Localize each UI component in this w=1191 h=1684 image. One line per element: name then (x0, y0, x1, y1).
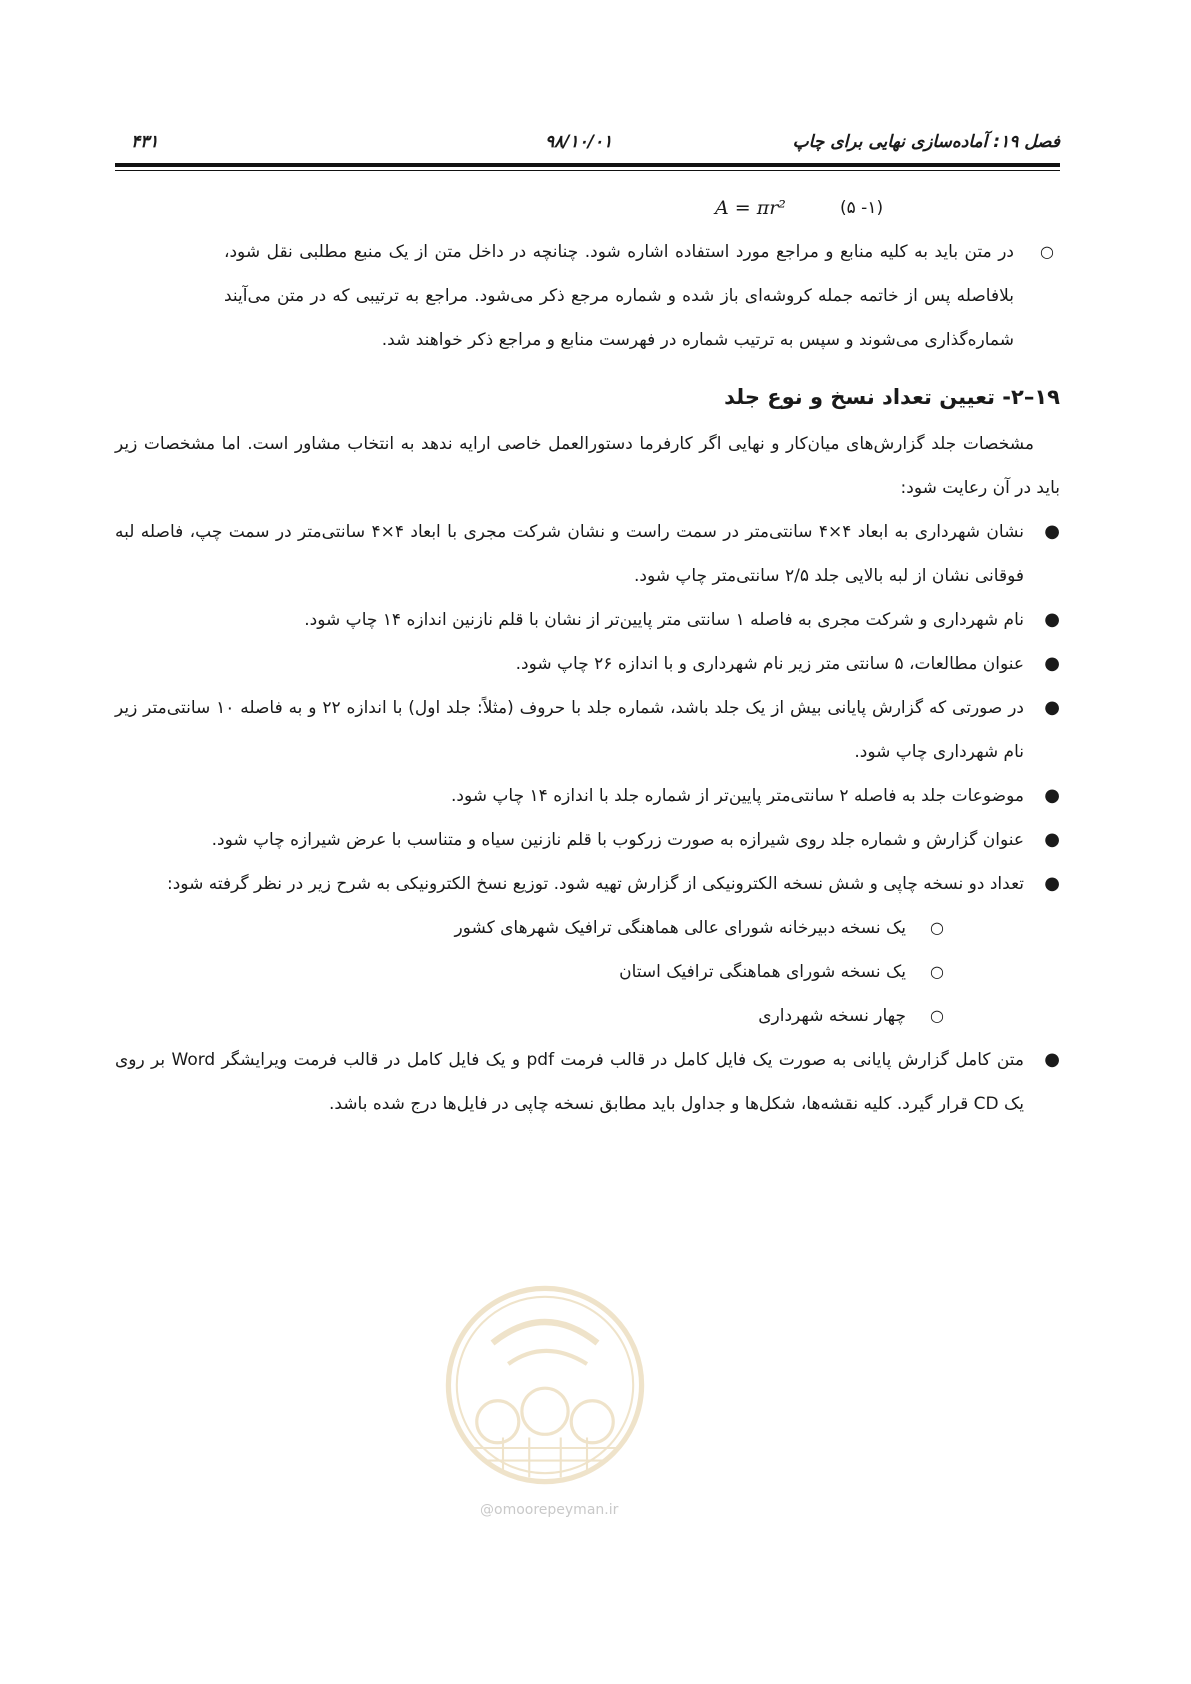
list-item-text: در صورتی که گزارش پایانی بیش از یک جلد باشد، شماره جلد با حروف (مثلاً: جلد اول) با اندازه ۲۲ و به فاصله ۱۰ سانتی‌متر زیر نام شهرداری چاپ شود. (115, 698, 1025, 762)
page-header (115, 128, 1060, 154)
list-item (115, 818, 1060, 862)
watermark-logo (440, 1280, 650, 1490)
header-date: ۹۸/۱۰/۰۱ (545, 132, 613, 152)
citation-item (224, 230, 1054, 362)
header-rule-thick (115, 163, 1060, 167)
list-item (115, 598, 1060, 642)
equation-formula: A = πr² (715, 197, 786, 219)
sublist-item (115, 906, 1024, 950)
bullet-dot-icon: ● (1044, 521, 1060, 542)
bullet-list (115, 510, 1060, 1126)
section-heading: ۱۹–۲- تعیین تعداد نسخ و نوع جلد (724, 385, 1060, 409)
equation-number: (۱- ۵) (840, 198, 884, 218)
hollow-circle-bullet-icon: ○ (930, 918, 944, 937)
list-item-text: نام شهرداری و شرکت مجری به فاصله ۱ سانتی متر پایین‌تر از نشان با قلم نازنین اندازه ۱۴ چاپ شود. (304, 610, 1024, 630)
equation-block (115, 186, 1060, 230)
list-item-text: نشان شهرداری به ابعاد ۴×۴ سانتی‌متر در سمت راست و نشان شرکت مجری با ابعاد ۴×۴ سانتی‌متر در سمت چپ، فاصله لبه فوقانی نشان از لبه بالایی جلد ۲/۵ سانتی‌متر چاپ شود. (115, 522, 1024, 586)
page-content (115, 186, 1060, 1126)
section-intro: مشخصات جلد گزارش‌های میان‌کار و نهایی اگر کارفرما دستورالعمل خاصی ارایه ندهد به انتخاب مشاور است. اما مشخصات زیر باید در آن رعایت شود: (115, 434, 1060, 498)
hollow-circle-bullet-icon: ○ (1040, 242, 1054, 261)
bullet-dot-icon: ● (1044, 1049, 1060, 1070)
list-item (115, 642, 1060, 686)
sublist-item-text: چهار نسخه شهرداری (758, 1006, 906, 1026)
sublist-item (115, 950, 1024, 994)
list-item (115, 1038, 1060, 1126)
bullet-dot-icon: ● (1044, 697, 1060, 718)
page-number: ۴۳۱ (131, 132, 159, 152)
distribution-sublist (115, 906, 1024, 1038)
list-item-text: تعداد دو نسخه چاپی و شش نسخه الکترونیکی از گزارش تهیه شود. توزیع نسخ الکترونیکی به شرح زیر در نظر گرفته شود: (167, 874, 1024, 894)
list-item (115, 862, 1060, 1038)
watermark-url: @omoorepeyman.ir (480, 1502, 619, 1518)
list-item-text: موضوعات جلد به فاصله ۲ سانتی‌متر پایین‌تر از شماره جلد با اندازه ۱۴ چاپ شود. (451, 786, 1024, 806)
bullet-dot-icon: ● (1044, 785, 1060, 806)
sublist-item-text: یک نسخه شورای هماهنگی ترافیک استان (619, 962, 906, 982)
sublist-item (115, 994, 1024, 1038)
list-item-text: متن کامل گزارش پایانی به صورت یک فایل کامل در قالب فرمت pdf و یک فایل کامل در قالب فرمت ویرایشگر Word بر روی یک CD قرار گیرد. کلیه نقشه‌ها، شکل‌ها و جداول باید مطابق نسخه چاپی در فایل‌ها درج شده باشد. (115, 1050, 1024, 1114)
bullet-dot-icon: ● (1044, 873, 1060, 894)
bullet-dot-icon: ● (1044, 653, 1060, 674)
bullet-dot-icon: ● (1044, 609, 1060, 630)
bullet-dot-icon: ● (1044, 829, 1060, 850)
list-item-text: عنوان گزارش و شماره جلد روی شیرازه به صورت زرکوب با قلم نازنین سیاه و متناسب با عرض شیرازه چاپ شود. (211, 830, 1024, 850)
hollow-circle-bullet-icon: ○ (930, 1006, 944, 1025)
citation-paragraph: در متن باید به کلیه منابع و مراجع مورد استفاده اشاره شود. چنانچه در داخل متن از یک منبع مطلبی نقل شود، بلافاصله پس از خاتمه جمله کروشه‌ای باز شده و شماره مرجع ذکر می‌شود. مراجع به ترتیبی که در متن می‌آیند شماره‌گذاری می‌شوند و سپس به ترتیب شماره در فهرست منابع و مراجع ذکر خواهند شد. (224, 242, 1014, 350)
hollow-circle-bullet-icon: ○ (930, 962, 944, 981)
list-item (115, 510, 1060, 598)
list-item (115, 686, 1060, 774)
list-item (115, 774, 1060, 818)
sublist-item-text: یک نسخه دبیرخانه شورای عالی هماهنگی ترافیک شهرهای کشور (454, 918, 906, 938)
list-item-text: عنوان مطالعات، ۵ سانتی متر زیر نام شهرداری و با اندازه ۲۶ چاپ شود. (515, 654, 1024, 674)
chapter-title: فصل ۱۹: آماده‌سازی نهایی برای چاپ (792, 132, 1060, 152)
header-rule-thin (115, 170, 1060, 171)
